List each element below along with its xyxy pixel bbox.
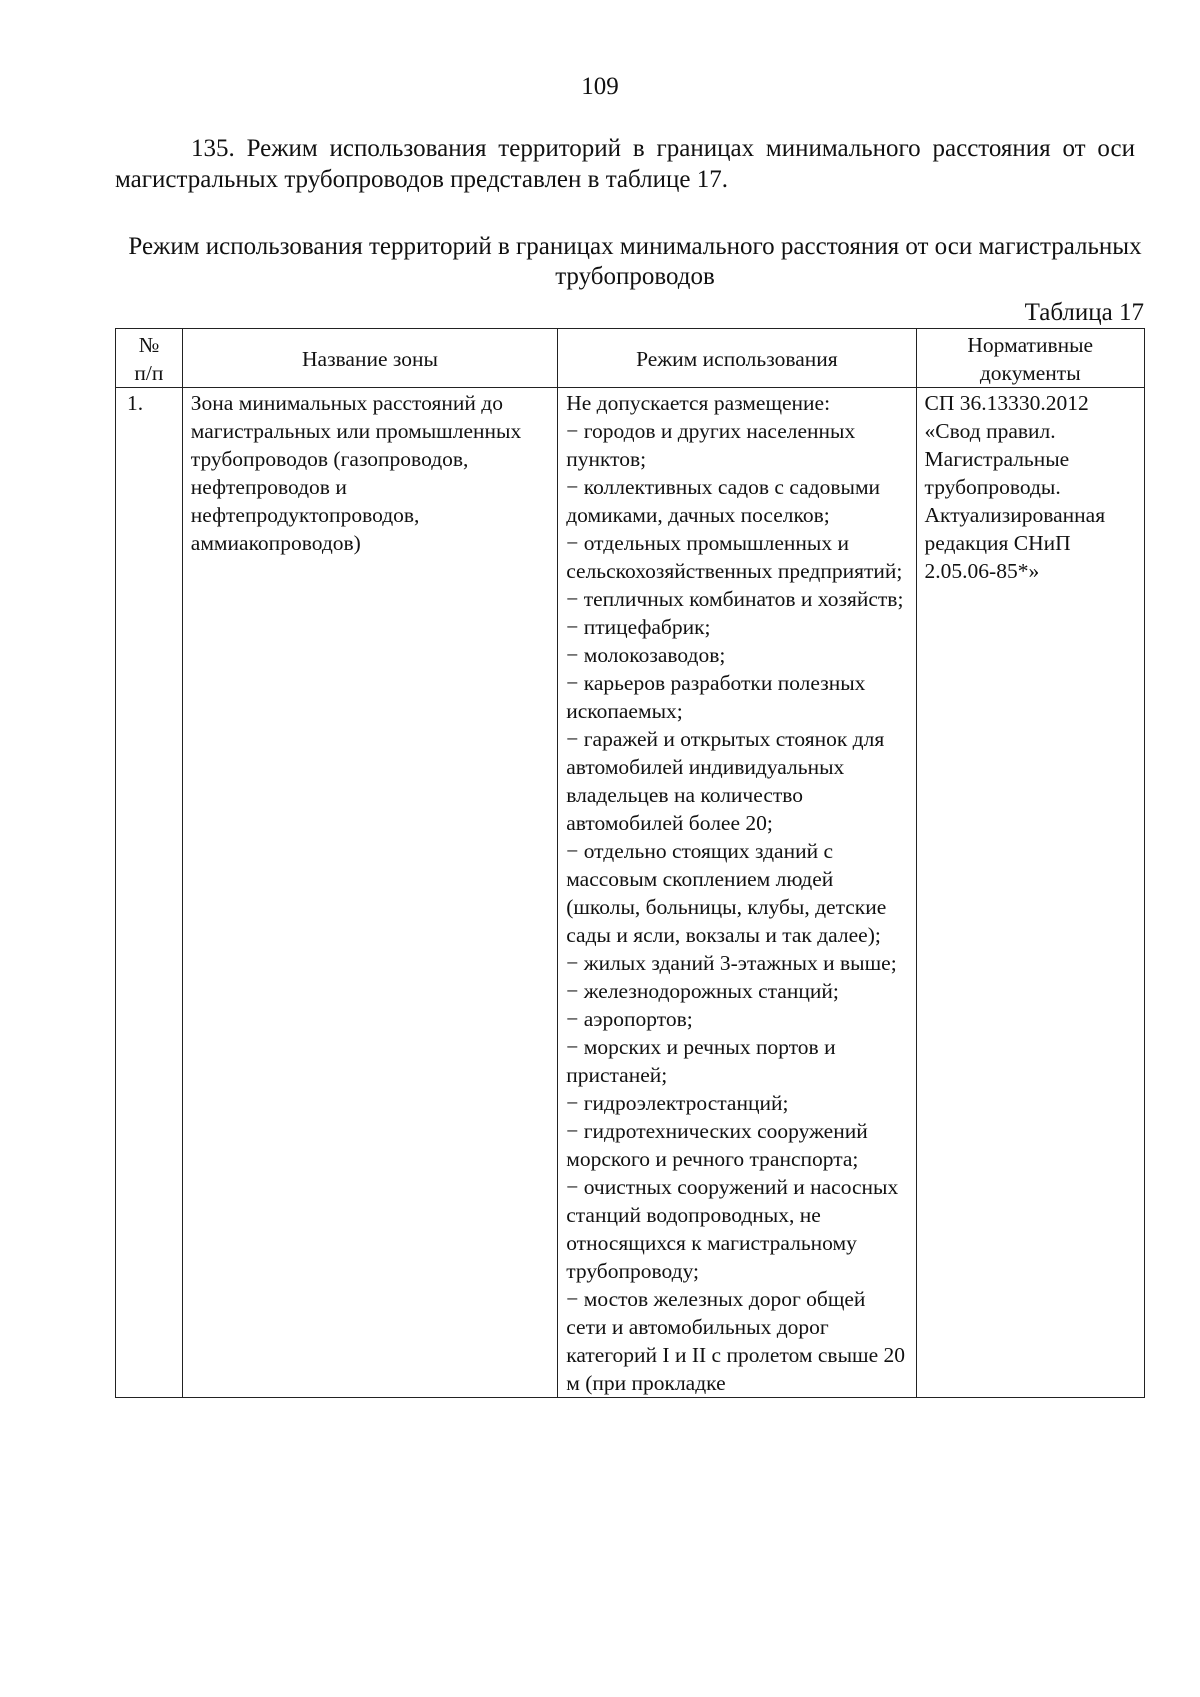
prohibited-item: − карьеров разработки полезных ископаемых; [566, 671, 866, 723]
intro-paragraph: 135. Режим использования территорий в границах минимального расстояния от оси магистральных трубопроводов представлен в таблице 17. [115, 135, 1135, 193]
normative-docs-cell: СП 36.13330.2012 «Свод правил. Магистральные трубопроводы. Актуализированная редакция СНиП 2.05.06-85*» [916, 388, 1144, 1398]
prohibited-item: − морских и речных портов и пристаней; [566, 1035, 836, 1087]
table-title: Режим использования территорий в границах минимального расстояния от оси магистральных трубопроводов [128, 233, 1142, 290]
prohibited-item: − мостов железных дорог общей сети и автомобильных дорог категорий I и II с пролетом свыше 20 м (при прокладке [566, 1287, 906, 1395]
usage-regime-table [115, 328, 1145, 1398]
prohibited-items-list [566, 417, 907, 1397]
header-normative-docs: Нормативные документы [916, 329, 1144, 388]
prohibited-item: − молокозаводов; [566, 643, 726, 667]
header-usage-mode: Режим использования [558, 329, 916, 388]
prohibited-item: − гаражей и открытых стоянок для автомобилей индивидуальных владельцев на количество автомобилей более 20; [566, 727, 885, 835]
table-row [116, 388, 1145, 1398]
prohibited-item: − железнодорожных станций; [566, 979, 839, 1003]
row-number: 1. [116, 388, 183, 1398]
prohibited-item: − аэропортов; [566, 1007, 693, 1031]
prohibited-item: − коллективных садов с садовыми домиками, дачных поселков; [566, 475, 881, 527]
prohibited-item: − городов и других населенных пунктов; [566, 419, 856, 471]
prohibited-item: − птицефабрик; [566, 615, 711, 639]
header-zone-name: Название зоны [182, 329, 557, 388]
prohibited-item: − тепличных комбинатов и хозяйств; [566, 587, 904, 611]
zone-name-cell: Зона минимальных расстояний до магистральных или промышленных трубопроводов (газопроводов, нефтепроводов и нефтепродуктопроводов, аммиакопроводов) [182, 388, 557, 1398]
header-num: № п/п [116, 329, 183, 388]
prohibited-item: − отдельных промышленных и сельскохозяйственных предприятий; [566, 531, 903, 583]
table-header-row [116, 329, 1145, 388]
table-label: Таблица 17 [1024, 299, 1144, 326]
prohibited-item: − гидротехнических сооружений морского и речного транспорта; [566, 1119, 868, 1171]
usage-mode-cell [558, 388, 916, 1398]
prohibited-item: − отдельно стоящих зданий с массовым скоплением людей (школы, больницы, клубы, детские сады и ясли, вокзалы и так далее); [566, 839, 887, 947]
page-number: 109 [581, 73, 619, 100]
usage-mode-intro: Не допускается размещение: [566, 391, 831, 415]
prohibited-item: − гидроэлектростанций; [566, 1091, 789, 1115]
prohibited-item: − жилых зданий 3-этажных и выше; [566, 951, 897, 975]
prohibited-item: − очистных сооружений и насосных станций водопроводных, не относящихся к магистральному трубопроводу; [566, 1175, 899, 1283]
